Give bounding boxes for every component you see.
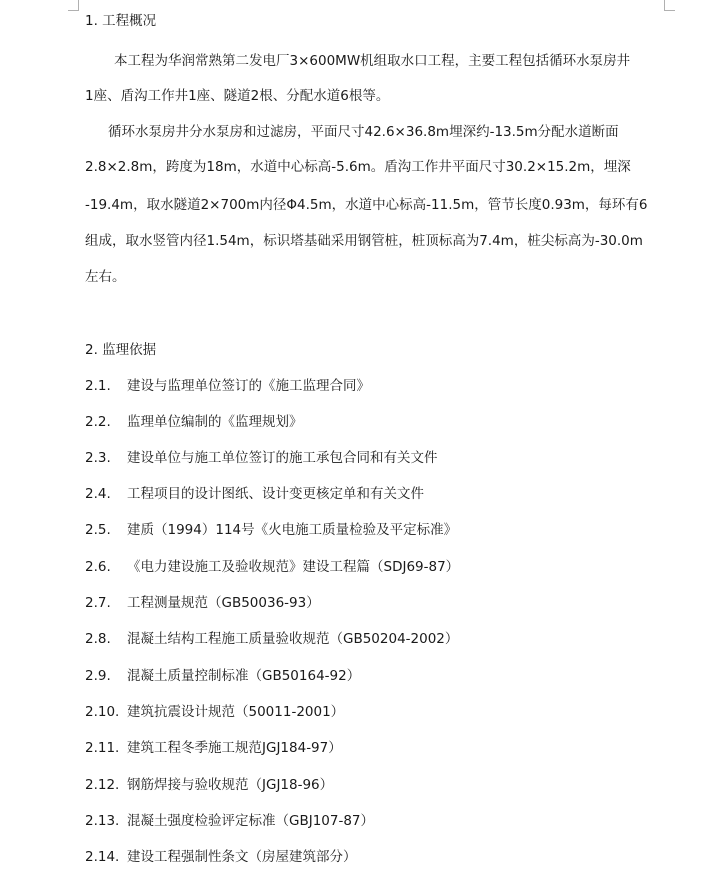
list-item xyxy=(85,593,320,613)
list-item xyxy=(85,775,333,795)
page-corner-mark-left xyxy=(68,0,79,11)
list-item-text: 建设单位与施工单位签订的施工承包合同和有关文件 xyxy=(127,450,438,466)
list-item-number: 2.6. xyxy=(85,559,111,575)
section-1-para-2-line-5: 左右。 xyxy=(85,269,126,285)
list-item-text: 建质（1994）114号《火电施工质量检验及平定标准》 xyxy=(127,522,458,538)
list-item-number: 2.8. xyxy=(85,631,111,647)
list-item-text: 混凝土质量控制标准（GB50164-92） xyxy=(127,668,361,684)
list-item xyxy=(85,629,458,649)
list-item xyxy=(85,811,374,831)
section-1-para-2-line-3: -19.4m，取水隧道2×700m内径Φ4.5m，水道中心标高-11.5m，管节长度0.93m，每环有6 xyxy=(85,197,648,213)
list-item-text: 建设工程强制性条文（房屋建筑部分） xyxy=(127,849,357,865)
list-item-text: 工程项目的设计图纸、设计变更核定单和有关文件 xyxy=(127,486,424,502)
list-item xyxy=(85,738,342,758)
section-1-para-1-line-2: 1座、盾沟工作井1座、隧道2根、分配水道6根等。 xyxy=(85,88,390,104)
list-item-number: 2.10. xyxy=(85,704,120,720)
list-item-text: 《电力建设施工及验收规范》建设工程篇（SDJ69-87） xyxy=(127,559,460,575)
list-item-number: 2.14. xyxy=(85,849,120,865)
list-item-number: 2.9. xyxy=(85,668,111,684)
list-item-text: 建设与监理单位签订的《施工监理合同》 xyxy=(127,378,370,394)
list-item-number: 2.1. xyxy=(85,378,111,394)
list-item-number: 2.12. xyxy=(85,777,120,793)
list-item xyxy=(85,376,370,396)
page-corner-mark-right xyxy=(664,0,675,11)
list-item-number: 2.4. xyxy=(85,486,111,502)
list-item xyxy=(85,484,424,504)
list-item-number: 2.7. xyxy=(85,595,111,611)
list-item-text: 混凝土结构工程施工质量验收规范（GB50204-2002） xyxy=(127,631,459,647)
list-item-text: 建筑工程冬季施工规范JGJ184-97） xyxy=(127,740,342,756)
list-item xyxy=(85,557,459,577)
list-item-text: 建筑抗震设计规范（50011-2001） xyxy=(127,704,345,720)
list-item xyxy=(85,412,303,432)
list-item xyxy=(85,520,457,540)
section-1-para-2-line-4: 组成，取水竖管内径1.54m，标识塔基础采用钢管桩，桩顶标高为7.4m，桩尖标高为-30.0m xyxy=(85,233,643,249)
section-2-heading: 2. 监理依据 xyxy=(85,342,157,358)
list-item-number: 2.11. xyxy=(85,740,120,756)
section-1-para-2-line-1: 循环水泵房井分水泵房和过滤房，平面尺寸42.6×36.8m埋深约-13.5m分配水道断面 xyxy=(108,124,619,140)
list-item xyxy=(85,702,344,722)
section-1-para-1-line-1: 本工程为华润常熟第二发电厂3×600MW机组取水口工程，主要工程包括循环水泵房井 xyxy=(114,53,631,69)
list-item xyxy=(85,448,438,468)
list-item-number: 2.13. xyxy=(85,813,120,829)
list-item-number: 2.5. xyxy=(85,522,111,538)
section-1-heading: 1. 工程概况 xyxy=(85,13,157,29)
list-item-number: 2.3. xyxy=(85,450,111,466)
list-item xyxy=(85,666,360,686)
list-item-number: 2.2. xyxy=(85,414,111,430)
list-item-text: 工程测量规范（GB50036-93） xyxy=(127,595,320,611)
list-item-text: 混凝土强度检验评定标准（GBJ107-87） xyxy=(127,813,375,829)
section-1-para-2-line-2: 2.8×2.8m，跨度为18m，水道中心标高-5.6m。盾沟工作井平面尺寸30.2×15.2m，埋深 xyxy=(85,159,631,175)
list-item-text: 监理单位编制的《监理规划》 xyxy=(127,414,303,430)
list-item-text: 钢筋焊接与验收规范（JGJ18-96） xyxy=(127,777,334,793)
list-item xyxy=(85,847,357,867)
